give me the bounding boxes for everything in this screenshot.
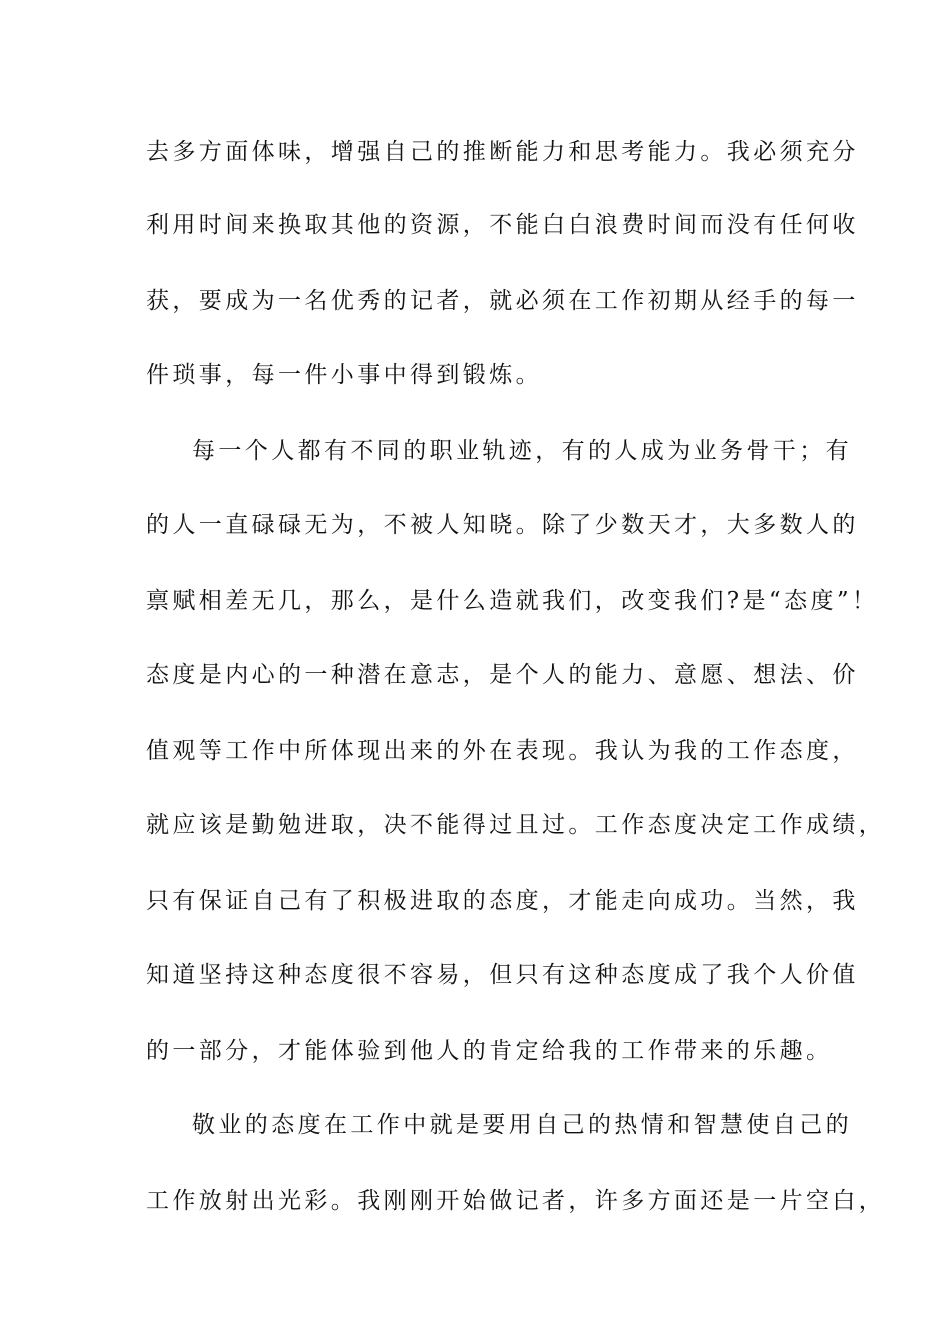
paragraph-line: 工作放射出光彩。我刚刚开始做记者，许多方面还是一片空白， xyxy=(146,1188,886,1214)
paragraph-line: 只有保证自己有了积极进取的态度，才能走向成功。当然，我 xyxy=(146,888,859,914)
paragraph-line: 知道坚持这种态度很不容易，但只有这种态度成了我个人价值 xyxy=(146,962,859,988)
paragraph-line: 禀赋相差无几，那么，是什么造就我们，改变我们?是“态度”！ xyxy=(146,588,879,614)
paragraph-line: 去多方面体味，增强自己的推断能力和思考能力。我必须充分 xyxy=(146,139,859,165)
paragraph-line: 件琐事，每一件小事中得到锻炼。 xyxy=(146,362,542,388)
paragraph-line: 值观等工作中所体现出来的外在表现。我认为我的工作态度， xyxy=(146,738,859,764)
paragraph-first-line: 敬业的态度在工作中就是要用自己的热情和智慧使自己的 xyxy=(192,1112,852,1138)
paragraph-line: 就应该是勤勉进取，决不能得过且过。工作态度决定工作成绩， xyxy=(146,812,886,838)
paragraph-line: 获，要成为一名优秀的记者，就必须在工作初期从经手的每一 xyxy=(146,288,859,314)
paragraph-first-line: 每一个人都有不同的职业轨迹，有的人成为业务骨干；有 xyxy=(192,438,852,464)
paragraph-line: 的人一直碌碌无为，不被人知晓。除了少数天才，大多数人的 xyxy=(146,512,859,538)
paragraph-line: 态度是内心的一种潜在意志，是个人的能力、意愿、想法、价 xyxy=(146,662,859,688)
paragraph-line: 的一部分，才能体验到他人的肯定给我的工作带来的乐趣。 xyxy=(146,1038,833,1064)
paragraph-line: 利用时间来换取其他的资源，不能白白浪费时间而没有任何收 xyxy=(146,212,859,238)
